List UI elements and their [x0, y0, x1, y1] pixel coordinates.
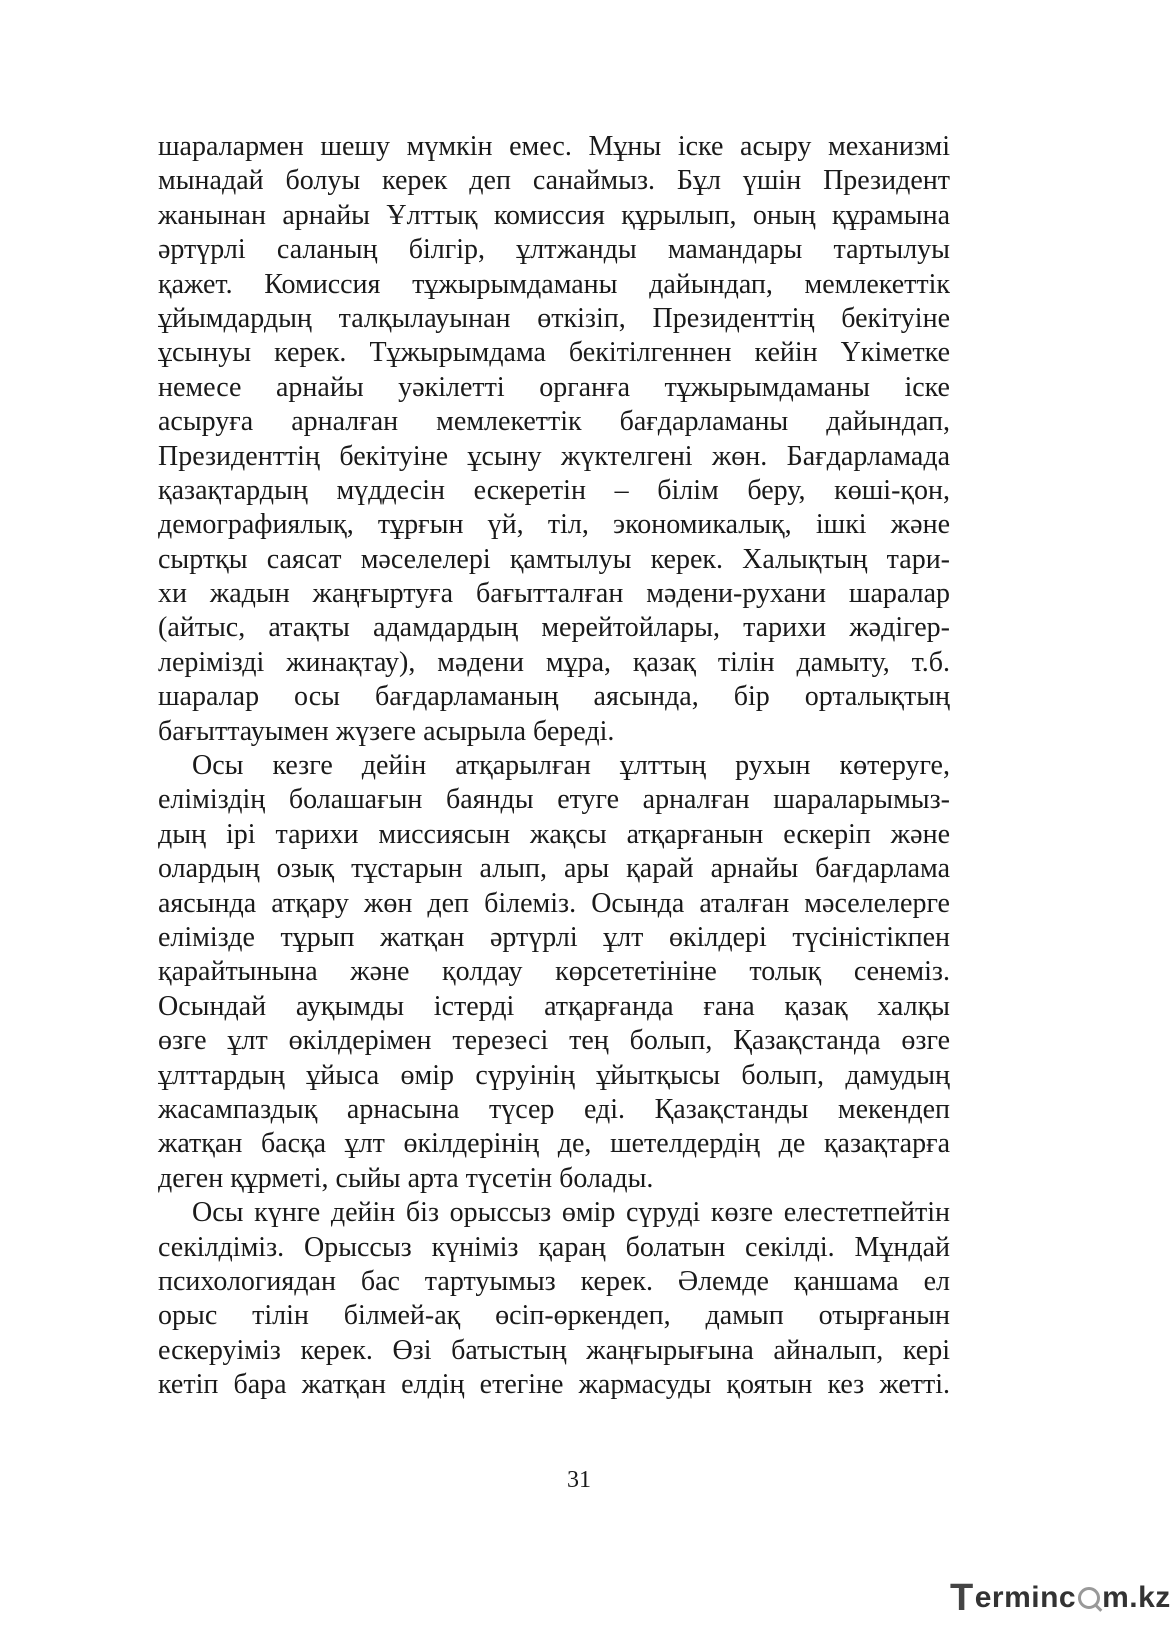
text-line: ұсынуы керек. Тұжырымдама бекітілгеннен кейін Үкіметке [158, 337, 950, 369]
page-body [158, 130, 950, 1402]
text-line: асыруға арналған мемлекеттік бағдарламаны дайындап, [158, 406, 950, 438]
text-line: шаралармен шешу мүмкін емес. Мұны іске асыру механизмі [158, 131, 950, 162]
text-line: қажет. Комиссия тұжырымдаманы дайындап, мемлекеттік [158, 268, 950, 300]
text-line: дың ірі тарихи миссиясын жақсы атқарғанын ескеріп және [158, 818, 950, 850]
text-line: секілдіміз. Орыссыз күніміз қараң болатын секілді. Мұндай [158, 1231, 950, 1263]
text-line: демографиялық, тұрғын үй, тіл, экономикалық, ішкі және [158, 509, 950, 541]
text-line: лерімізді жинақтау), мәдени мұра, қазақ тілін дамыту, т.б. [158, 646, 950, 678]
text-line: бағыттауымен жүзеге асырыла береді. [158, 715, 615, 747]
watermark-text-end: m.kz [1102, 1581, 1171, 1614]
text-line: сыртқы саясат мәселелері қамтылуы керек. Халықтың тари- [158, 543, 950, 575]
text-line: аясында атқару жөн деп білеміз. Осында аталған мәселелерге [158, 887, 950, 919]
text-line: олардың озық тұстарын алып, ары қарай арнайы бағдарлама [158, 853, 950, 885]
text-line: хи жадын жаңғыртуға бағытталған мәдени-рухани шаралар [158, 578, 950, 610]
text-line: қазақтардың мүддесін ескеретін – білім беру, көші-қон, [158, 474, 950, 506]
text-line: әртүрлі саланың білгір, ұлтжанды мамандары тартылуы [158, 234, 950, 266]
page-number: 31 [567, 1467, 591, 1493]
text-line: ескеруіміз керек. Өзі батыстың жаңғырығына айналып, кері [158, 1334, 950, 1366]
text-line: немесе арнайы уәкілетті органға тұжырымдаманы іске [158, 371, 950, 403]
text-line: жасампаздық арнасына түсер еді. Қазақстанды мекендеп [158, 1093, 950, 1125]
text-line: ұлттардың ұйыса өмір сүруінің ұйытқысы болып, дамудың [158, 1059, 950, 1091]
text-line: (айтыс, атақты адамдардың мерейтойлары, тарихи жәдігер- [158, 612, 950, 644]
magnifier-icon [1078, 1587, 1100, 1609]
text-line: Осындай ауқымды істерді атқарғанда ғана қазақ халқы [158, 990, 950, 1022]
text-line: өзге ұлт өкілдерімен терезесі тең болып, Қазақстанда өзге [158, 1025, 950, 1057]
watermark-logo [950, 1578, 1171, 1618]
text-line: шаралар осы бағдарламаның аясында, бір орталықтың [158, 681, 950, 713]
text-line: жанынан арнайы Ұлттық комиссия құрылып, оның құрамына [158, 199, 950, 231]
text-line: Президенттің бекітуіне ұсыну жүктелгені жөн. Бағдарламада [158, 440, 950, 472]
text-line: мынадай болуы керек деп санаймыз. Бұл үшін Президент [158, 165, 950, 197]
watermark-text-start: erminc [974, 1581, 1077, 1614]
text-line: Осы күнге дейін біз орыссыз өмір сүруді көзге елестетпейтін [192, 1197, 950, 1229]
text-line: Осы кезге дейін атқарылған ұлттың рухын көтеруге, [192, 750, 950, 782]
text-line: жатқан басқа ұлт өкілдерінің де, шетелдердің де қазақтарға [158, 1128, 950, 1160]
watermark-letter-t: T [950, 1576, 974, 1619]
text-line: орыс тілін білмей-ақ өсіп-өркендеп, дамып отырғанын [158, 1300, 950, 1332]
text-line: еліміздің болашағын баянды етуге арналған шараларымыз- [158, 784, 950, 816]
text-line: деген құрметі, сыйы арта түсетін болады. [158, 1162, 654, 1194]
text-line: елімізде тұрып жатқан әртүрлі ұлт өкілдері түсіністікпен [158, 921, 950, 953]
text-line: қарайтынына және қолдау көрсететініне толық сенеміз. [158, 956, 950, 988]
text-line: психологиядан бас тартуымыз керек. Әлемде қаншама ел [158, 1265, 950, 1297]
text-line: кетіп бара жатқан елдің етегіне жармасуды қоятын кез жетті. [158, 1369, 950, 1401]
text-line: ұйымдардың талқылауынан өткізіп, Президенттің бекітуіне [158, 302, 950, 334]
